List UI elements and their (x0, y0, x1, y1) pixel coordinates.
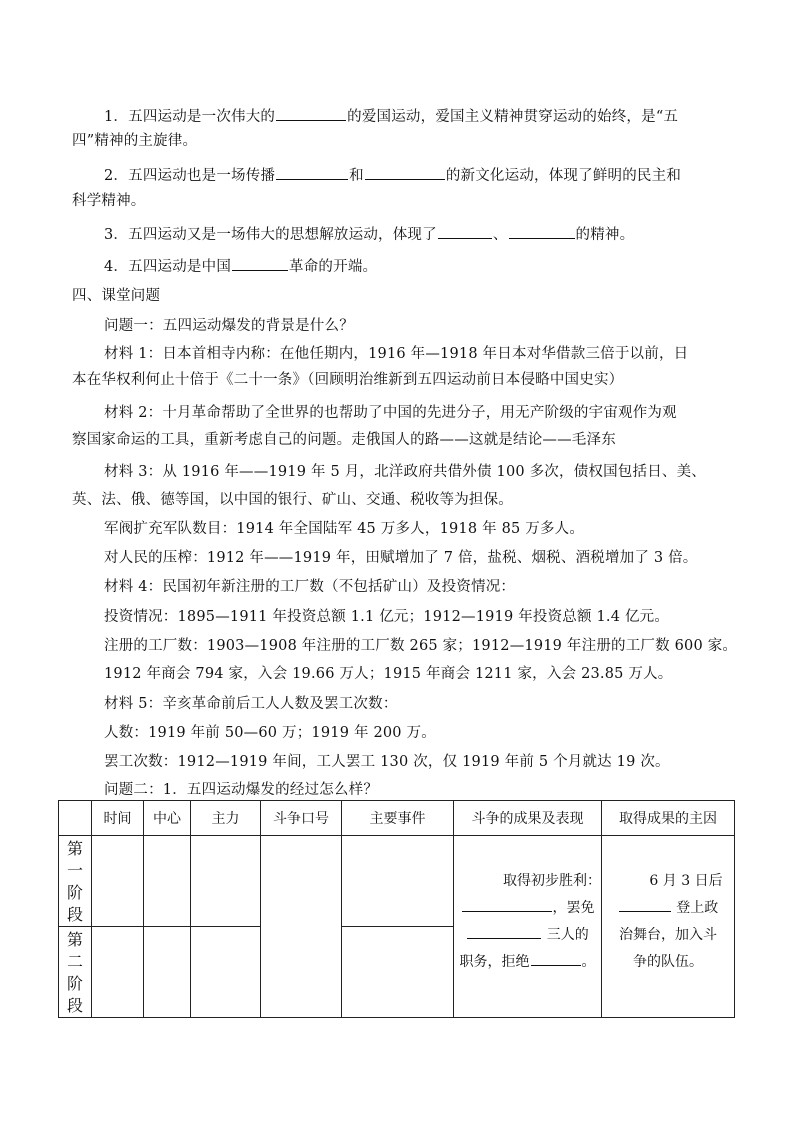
answer-blank[interactable] (276, 164, 348, 180)
text-line: 四”精神的主旋律。 (72, 133, 198, 149)
material-line: 1912 年商会 794 家，入会 19.66 万人；1915 年商会 1211 家，入会 23.85 万人。 (104, 666, 673, 682)
answer-blank[interactable] (467, 923, 541, 939)
answer-blank[interactable] (232, 255, 288, 271)
answer-blank[interactable] (438, 223, 492, 239)
answer-cell[interactable] (144, 927, 191, 1018)
material-line: 注册的工厂数：1903—1908 年注册的工厂数 265 家；1912—1919 年注册的工厂数 600 家。 (104, 638, 738, 654)
material-line: 罢工次数：1912—1919 年间，工人罢工 130 次，仅 1919 年前 5 个月就达 19 次。 (104, 754, 670, 770)
text-segment: 1．五四运动是一次伟大的 (104, 109, 276, 125)
material-line: 材料 2：十月革命帮助了全世界的也帮助了中国的先进分子，用无产阶级的宇宙观作为观 (104, 405, 677, 421)
text-segment: 革命的开端。 (289, 259, 378, 275)
answer-cell[interactable] (342, 927, 454, 1018)
stage-label: 第 一 阶 段 (59, 836, 92, 927)
material-line: 本在华权利何止十倍于《二十一条》（回顾明治维新到五四运动前日本侵略中国史实） (72, 372, 624, 388)
material-line: 材料 4：民国初年新注册的工厂数（不包括矿山）及投资情况： (104, 579, 516, 595)
text-segment: 3．五四运动又是一场伟大的思想解放运动，体现了 (104, 227, 437, 243)
text-segment: 职务，拒绝 (459, 954, 530, 970)
table-header-cell: 中心 (144, 801, 191, 836)
text-segment: 取得初步胜利： (503, 873, 601, 889)
answer-blank[interactable] (531, 950, 581, 966)
movement-table (58, 800, 735, 1018)
answer-blank[interactable] (619, 896, 671, 912)
material-line: 投资情况：1895—1911 年投资总额 1.1 亿元；1912—1919 年投资总额 1.4 亿元。 (104, 609, 670, 625)
answer-cell[interactable] (191, 927, 261, 1018)
material-line: 军阀扩充军队数目：1914 年全国陆军 45 万多人，1918 年 85 万多人。 (104, 521, 585, 537)
answer-cell[interactable] (191, 836, 261, 927)
result-cell (454, 836, 602, 1018)
text-segment: 登上政 (676, 900, 719, 916)
table-row (59, 836, 735, 927)
text-segment: 的新文化运动，体现了鲜明的民主和 (445, 168, 682, 184)
question-1: 问题一：五四运动爆发的背景是什么？ (104, 318, 354, 334)
answer-cell[interactable] (92, 836, 144, 927)
material-line: 材料 5：辛亥革命前后工人人数及罢工次数： (104, 696, 398, 712)
text-segment: 6 月 3 日后 (649, 873, 723, 889)
answer-blank[interactable] (365, 164, 445, 180)
text-segment: 的爱国运动，爱国主义精神贯穿运动的始终，是“五 (347, 109, 679, 125)
text-segment: 争的队伍。 (633, 954, 703, 970)
material-line: 材料 1：日本首相寺内称：在他任期内，1916 年—1918 年日本对华借款三倍于以前，日 (104, 346, 689, 362)
cause-cell (602, 836, 735, 1018)
material-line: 察国家命运的工具，重新考虑自己的问题。走俄国人的路——这就是结论——毛泽东 (72, 432, 616, 448)
answer-blank[interactable] (462, 896, 552, 912)
material-line: 英、法、俄、德等国，以中国的银行、矿山、交通、税收等为担保。 (72, 492, 513, 508)
material-line: 人数：1919 年前 50—60 万；1919 年 200 万。 (104, 725, 436, 741)
answer-cell[interactable] (342, 836, 454, 927)
table-header-cell: 时间 (92, 801, 144, 836)
fill-blank-4 (104, 255, 732, 277)
text-segment: 和 (349, 168, 364, 184)
question-2: 问题二：1．五四运动爆发的经过怎么样？ (104, 782, 379, 798)
fill-blank-3 (104, 223, 732, 245)
text-segment: ，罢免 (552, 900, 595, 916)
table-header-cell: 斗争口号 (261, 801, 342, 836)
answer-cell[interactable] (261, 836, 342, 1018)
fill-blank-1 (104, 105, 732, 127)
table-header-cell: 斗争的成果及表现 (454, 801, 602, 836)
table-header-cell: 主要事件 (342, 801, 454, 836)
table-header-cell: 取得成果的主因 (602, 801, 735, 836)
text-line: 科学精神。 (72, 193, 146, 209)
text-segment: 三人的 (546, 927, 589, 943)
section-heading: 四、课堂问题 (72, 288, 161, 304)
table-header-cell: 主力 (191, 801, 261, 836)
text-segment: 治舞台，加入斗 (619, 927, 717, 943)
material-line: 材料 3：从 1916 年——1919 年 5 月，北洋政府共借外债 100 多次，债权国包括日、美、 (104, 464, 706, 480)
answer-blank[interactable] (509, 223, 575, 239)
text-segment: 、 (492, 227, 508, 243)
text-segment: 2．五四运动也是一场传播 (104, 168, 276, 184)
text-segment: 的精神。 (575, 227, 635, 243)
table-header-row (59, 801, 735, 836)
answer-blank[interactable] (276, 105, 346, 121)
stage-label: 第 二 阶 段 (59, 927, 92, 1018)
answer-cell[interactable] (92, 927, 144, 1018)
text-segment: 4．五四运动是中国 (104, 259, 232, 275)
text-segment: 。 (581, 954, 596, 970)
fill-blank-2 (104, 164, 732, 186)
table-header-cell (59, 801, 92, 836)
answer-cell[interactable] (144, 836, 191, 927)
material-line: 对人民的压榨：1912 年——1919 年，田赋增加了 7 倍，盐税、烟税、酒税增加了 3 倍。 (104, 550, 698, 566)
